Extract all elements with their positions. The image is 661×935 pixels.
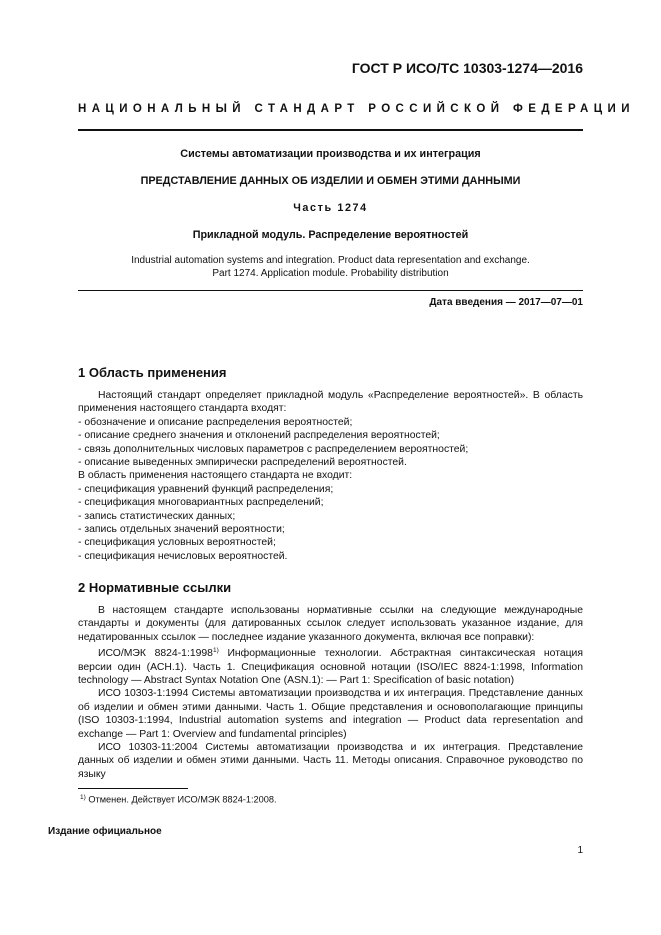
list-item: - запись статистических данных; <box>78 510 236 522</box>
effective-date: Дата введения — 2017—07—01 <box>429 297 583 308</box>
excluded-intro: В область применения настоящего стандарта не входит: <box>78 470 353 482</box>
part-title: Часть 1274 <box>293 202 368 214</box>
section1-heading: 1 Область применения <box>78 365 227 380</box>
page-number: 1 <box>577 845 583 856</box>
reference-1 <box>78 644 583 687</box>
english-title-line2: Part 1274. Application module. Probability distribution <box>212 268 449 279</box>
list-item: - связь дополнительных числовых параметров с распределением вероятностей; <box>78 443 583 456</box>
series-title: Системы автоматизации производства и их интеграция <box>180 148 481 160</box>
title-rule <box>78 290 583 291</box>
english-title-line1: Industrial automation systems and integration. Product data representation and exchange. <box>131 255 530 266</box>
included-list <box>78 416 583 470</box>
official-edition-label: Издание официальное <box>48 826 162 837</box>
list-item: - запись отдельных значений вероятности; <box>78 524 285 536</box>
footnote-rule <box>78 788 188 789</box>
list-item: - спецификация нечисловых вероятностей. <box>78 550 288 562</box>
section2-body <box>78 604 583 781</box>
list-item: - спецификация многовариантных распределений; <box>78 497 324 509</box>
footnote-text: Отменен. Действует ИСО/МЭК 8824-1:2008. <box>85 794 277 805</box>
list-item: - описание выведенных эмпирически распределений вероятностей. <box>78 456 583 469</box>
excluded-list <box>78 483 583 563</box>
national-standard-title: НАЦИОНАЛЬНЫЙ СТАНДАРТ РОССИЙСКОЙ ФЕДЕРАЦИИ <box>78 103 635 115</box>
list-item: - обозначение и описание распределения вероятностей; <box>78 416 583 429</box>
reference-2: ИСО 10303-1:1994 Системы автоматизации производства и их интеграция. Представление данных об изделии и обмен этими данными. Часть 1. Общие представления и основополагающие принципы (ISO 10303-1:1994, Industrial automation systems and integration — Product data representation and exchange — Part 1: Overview and fundamental principles) <box>78 688 583 740</box>
section1-intro: Настоящий стандарт определяет прикладной модуль «Распределение вероятностей». В область применения настоящего стандарта входят: <box>78 390 583 415</box>
list-item: - спецификация условных вероятностей; <box>78 537 276 549</box>
section2-intro: В настоящем стандарте использованы нормативные ссылки на следующие международные стандарты и документы (для датированных ссылок следует использовать указанное издание, для недатированных ссылок — последнее издание указанного документа, включая все поправки): <box>78 605 583 643</box>
section2-heading: 2 Нормативные ссылки <box>78 580 232 595</box>
footnote-number: 1) <box>80 794 86 801</box>
list-item: - спецификация уравнений функций распределения; <box>78 483 334 495</box>
reference-1-id: ИСО/МЭК 8824-1:1998 <box>98 648 213 660</box>
footnote-mark: 1) <box>212 647 219 655</box>
list-item: - описание среднего значения и отклонений распределения вероятностей; <box>78 429 583 442</box>
document-number: ГОСТ Р ИСО/ТС 10303-1274—2016 <box>351 60 583 76</box>
section1-body <box>78 389 583 563</box>
reference-1-text: Информационные технологии. Абстрактная синтаксическая нотация версии один (АСН.1). Часть 1. Спецификация основной нотации (ISO/IEC 8824-1:1998, Information technology — Abstract Syntax Notation One (ASN.1): — Part 1: Specification of basic notation) <box>78 648 583 687</box>
module-title: Прикладной модуль. Распределение вероятностей <box>192 229 469 241</box>
footnote <box>78 792 583 806</box>
header-rule <box>78 129 583 131</box>
main-title: ПРЕДСТАВЛЕНИЕ ДАННЫХ ОБ ИЗДЕЛИИ И ОБМЕН ЭТИМИ ДАННЫМИ <box>140 175 521 187</box>
reference-3: ИСО 10303-11:2004 Системы автоматизации производства и их интеграция. Представление данных об изделии и обмен этими данными. Часть 11. Методы описания. Справочное руководство по языку <box>78 742 583 780</box>
